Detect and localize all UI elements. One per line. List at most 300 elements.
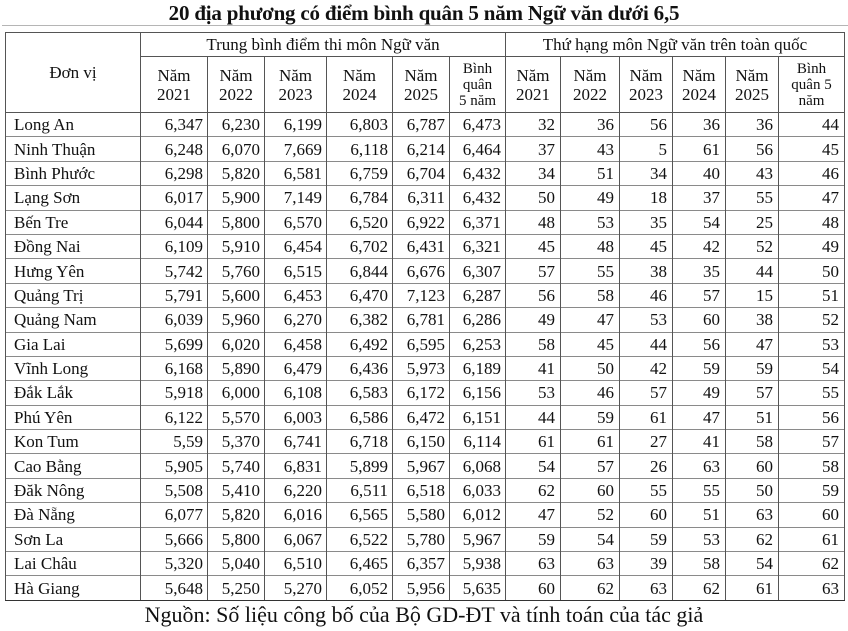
- rank-col-header: [673, 57, 726, 113]
- score-cell: 6,922: [393, 210, 450, 234]
- score-cell: 6,581: [265, 161, 327, 185]
- score-cell: 5,760: [208, 259, 265, 283]
- rank-cell: 55: [726, 186, 779, 210]
- rank-cell: 57: [726, 381, 779, 405]
- score-cell: 6,759: [327, 161, 393, 185]
- score-cell: 6,253: [450, 332, 506, 356]
- rank-cell: 49: [779, 234, 845, 258]
- rank-cell: 54: [779, 356, 845, 380]
- score-cell: 6,515: [265, 259, 327, 283]
- rank-cell: 36: [561, 113, 620, 137]
- score-cell: 6,583: [327, 381, 393, 405]
- score-cell: 6,150: [393, 430, 450, 454]
- table-row: [6, 405, 845, 429]
- score-cell: 6,465: [327, 552, 393, 576]
- rank-cell: 45: [620, 234, 673, 258]
- rank-cell: 60: [726, 454, 779, 478]
- unit-name: Hưng Yên: [6, 259, 141, 283]
- rank-cell: 51: [673, 503, 726, 527]
- rank-cell: 62: [779, 552, 845, 576]
- score-cell: 5,580: [393, 503, 450, 527]
- rank-cell: 57: [779, 430, 845, 454]
- score-col-header: [327, 57, 393, 113]
- score-cell: 6,479: [265, 356, 327, 380]
- score-cell: 6,432: [450, 161, 506, 185]
- rank-cell: 54: [506, 454, 561, 478]
- rank-cell: 59: [620, 527, 673, 551]
- rank-cell: 50: [726, 478, 779, 502]
- table-row: [6, 576, 845, 600]
- score-cell: 6,702: [327, 234, 393, 258]
- rank-cell: 60: [620, 503, 673, 527]
- rank-cell: 61: [620, 405, 673, 429]
- col-header-line: Năm: [278, 65, 313, 85]
- table-row: [6, 503, 845, 527]
- score-cell: 6,189: [450, 356, 506, 380]
- score-cell: 5,938: [450, 552, 506, 576]
- score-cell: 6,570: [265, 210, 327, 234]
- rank-cell: 44: [506, 405, 561, 429]
- score-col-header: [141, 57, 208, 113]
- rank-cell: 51: [561, 161, 620, 185]
- col-header-line: Năm: [629, 65, 663, 85]
- col-header-line: Năm: [342, 65, 377, 85]
- rank-cell: 50: [506, 186, 561, 210]
- unit-name: Quảng Trị: [6, 283, 141, 307]
- score-cell: 5,570: [208, 405, 265, 429]
- col-header-line: quân 5: [791, 76, 832, 93]
- score-cell: 6,108: [265, 381, 327, 405]
- score-cell: 6,052: [327, 576, 393, 600]
- score-col-header: [265, 57, 327, 113]
- rank-cell: 49: [673, 381, 726, 405]
- rank-cell: 36: [673, 113, 726, 137]
- rank-cell: 34: [506, 161, 561, 185]
- score-cell: 7,123: [393, 283, 450, 307]
- score-cell: 6,109: [141, 234, 208, 258]
- col-header-line: Năm: [573, 65, 607, 85]
- table-row: [6, 478, 845, 502]
- score-cell: 6,781: [393, 308, 450, 332]
- table-row: [6, 308, 845, 332]
- table-row: [6, 381, 845, 405]
- score-cell: 6,473: [450, 113, 506, 137]
- rank-cell: 62: [561, 576, 620, 600]
- rank-cell: 62: [726, 527, 779, 551]
- score-cell: 6,472: [393, 405, 450, 429]
- score-cell: 6,168: [141, 356, 208, 380]
- rank-cell: 60: [779, 503, 845, 527]
- rank-cell: 57: [620, 381, 673, 405]
- score-cell: 5,800: [208, 527, 265, 551]
- rank-cell: 59: [506, 527, 561, 551]
- score-cell: 6,454: [265, 234, 327, 258]
- rank-cell: 25: [726, 210, 779, 234]
- rank-cell: 61: [506, 430, 561, 454]
- rank-cell: 26: [620, 454, 673, 478]
- score-cell: 6,122: [141, 405, 208, 429]
- score-cell: 5,956: [393, 576, 450, 600]
- score-cell: 6,803: [327, 113, 393, 137]
- rank-cell: 55: [779, 381, 845, 405]
- rank-cell: 60: [561, 478, 620, 502]
- rank-col-header: [506, 57, 561, 113]
- rank-cell: 59: [726, 356, 779, 380]
- table-row: [6, 454, 845, 478]
- score-cell: 6,230: [208, 113, 265, 137]
- unit-name: Long An: [6, 113, 141, 137]
- score-cell: 5,780: [393, 527, 450, 551]
- score-cell: 6,431: [393, 234, 450, 258]
- unit-name: Kon Tum: [6, 430, 141, 454]
- unit-name: Quảng Nam: [6, 308, 141, 332]
- score-cell: 6,371: [450, 210, 506, 234]
- rank-cell: 63: [779, 576, 845, 600]
- rank-cell: 62: [673, 576, 726, 600]
- score-cell: 5,905: [141, 454, 208, 478]
- score-cell: 6,595: [393, 332, 450, 356]
- score-cell: 5,270: [265, 576, 327, 600]
- table-row: [6, 137, 845, 161]
- unit-header: Đơn vị: [6, 33, 141, 113]
- unit-name: Vĩnh Long: [6, 356, 141, 380]
- unit-name: Sơn La: [6, 527, 141, 551]
- rank-cell: 47: [506, 503, 561, 527]
- rank-col-header: [726, 57, 779, 113]
- rank-cell: 63: [620, 576, 673, 600]
- score-cell: 6,307: [450, 259, 506, 283]
- rank-cell: 39: [620, 552, 673, 576]
- col-header-line: Bình: [462, 60, 493, 77]
- rank-cell: 58: [779, 454, 845, 478]
- table-row: [6, 552, 845, 576]
- rank-cell: 55: [620, 478, 673, 502]
- rank-cell: 41: [673, 430, 726, 454]
- score-cell: 5,250: [208, 576, 265, 600]
- col-header-line: 5 năm: [458, 92, 497, 109]
- col-header-line: 2021: [157, 84, 191, 104]
- rank-cell: 41: [506, 356, 561, 380]
- score-cell: 6,017: [141, 186, 208, 210]
- rank-cell: 53: [506, 381, 561, 405]
- score-cell: 5,800: [208, 210, 265, 234]
- score-cell: 6,077: [141, 503, 208, 527]
- unit-name: Đăk Nông: [6, 478, 141, 502]
- scores-table: [5, 32, 845, 601]
- rank-cell: 55: [561, 259, 620, 283]
- score-cell: 5,508: [141, 478, 208, 502]
- rank-cell: 59: [673, 356, 726, 380]
- rank-cell: 63: [506, 552, 561, 576]
- score-cell: 5,967: [450, 527, 506, 551]
- unit-name: Bình Phước: [6, 161, 141, 185]
- col-header-line: Năm: [735, 65, 769, 85]
- score-cell: 6,718: [327, 430, 393, 454]
- score-cell: 6,676: [393, 259, 450, 283]
- score-cell: 5,899: [327, 454, 393, 478]
- score-cell: 6,214: [393, 137, 450, 161]
- rank-cell: 57: [506, 259, 561, 283]
- rank-cell: 5: [620, 137, 673, 161]
- rank-cell: 56: [779, 405, 845, 429]
- unit-name: Lạng Sơn: [6, 186, 141, 210]
- rank-cell: 52: [561, 503, 620, 527]
- score-cell: 5,890: [208, 356, 265, 380]
- col-header-line: Năm: [404, 65, 438, 85]
- score-cell: 5,370: [208, 430, 265, 454]
- rank-cell: 56: [620, 113, 673, 137]
- score-cell: 5,973: [393, 356, 450, 380]
- score-cell: 6,067: [265, 527, 327, 551]
- score-cell: 7,149: [265, 186, 327, 210]
- col-header-line: 2023: [629, 84, 663, 104]
- rank-cell: 49: [561, 186, 620, 210]
- table-row: [6, 210, 845, 234]
- score-cell: 6,844: [327, 259, 393, 283]
- score-cell: 6,287: [450, 283, 506, 307]
- col-header-line: Năm: [219, 65, 253, 85]
- col-header-line: 2022: [219, 84, 253, 104]
- rank-col-header: [620, 57, 673, 113]
- score-cell: 6,033: [450, 478, 506, 502]
- rank-cell: 27: [620, 430, 673, 454]
- score-cell: 6,518: [393, 478, 450, 502]
- score-cell: 6,003: [265, 405, 327, 429]
- table-row: [6, 186, 845, 210]
- col-header-line: 2024: [682, 84, 716, 104]
- rank-cell: 50: [779, 259, 845, 283]
- unit-name: Ninh Thuận: [6, 137, 141, 161]
- rank-cell: 36: [726, 113, 779, 137]
- score-cell: 6,311: [393, 186, 450, 210]
- score-cell: 6,831: [265, 454, 327, 478]
- rank-cell: 63: [561, 552, 620, 576]
- score-cell: 6,020: [208, 332, 265, 356]
- score-cell: 5,742: [141, 259, 208, 283]
- unit-name: Lai Châu: [6, 552, 141, 576]
- rank-cell: 54: [561, 527, 620, 551]
- rank-cell: 35: [673, 259, 726, 283]
- rank-cell: 52: [726, 234, 779, 258]
- score-cell: 6,741: [265, 430, 327, 454]
- score-cell: 5,699: [141, 332, 208, 356]
- score-cell: 5,600: [208, 283, 265, 307]
- score-col-header: [450, 57, 506, 113]
- table-row: [6, 356, 845, 380]
- rank-cell: 42: [673, 234, 726, 258]
- score-cell: 6,012: [450, 503, 506, 527]
- rank-cell: 62: [506, 478, 561, 502]
- unit-name: Cao Bằng: [6, 454, 141, 478]
- rank-cell: 60: [673, 308, 726, 332]
- col-header-line: Năm: [516, 65, 550, 85]
- col-header-line: quân: [462, 76, 493, 93]
- score-group-header: Trung bình điểm thi môn Ngữ văn: [141, 33, 506, 57]
- rank-cell: 58: [506, 332, 561, 356]
- rank-cell: 48: [506, 210, 561, 234]
- rank-cell: 52: [779, 308, 845, 332]
- rank-cell: 45: [561, 332, 620, 356]
- unit-name: Đồng Nai: [6, 234, 141, 258]
- rank-cell: 56: [673, 332, 726, 356]
- rank-cell: 43: [561, 137, 620, 161]
- score-cell: 6,039: [141, 308, 208, 332]
- score-cell: 5,960: [208, 308, 265, 332]
- score-cell: 6,270: [265, 308, 327, 332]
- score-cell: 6,298: [141, 161, 208, 185]
- rank-col-header: [779, 57, 845, 113]
- score-cell: 5,900: [208, 186, 265, 210]
- col-header-line: 2025: [735, 84, 769, 104]
- rank-cell: 53: [779, 332, 845, 356]
- score-cell: 6,586: [327, 405, 393, 429]
- rank-col-header: [561, 57, 620, 113]
- rank-cell: 58: [673, 552, 726, 576]
- score-cell: 6,464: [450, 137, 506, 161]
- rank-cell: 18: [620, 186, 673, 210]
- score-cell: 6,511: [327, 478, 393, 502]
- score-cell: 6,784: [327, 186, 393, 210]
- table-row: [6, 234, 845, 258]
- col-header-line: 2024: [342, 84, 377, 104]
- unit-name: Đắk Lắk: [6, 381, 141, 405]
- score-cell: 6,470: [327, 283, 393, 307]
- unit-name: Gia Lai: [6, 332, 141, 356]
- col-header-line: 2023: [278, 84, 313, 104]
- rank-cell: 37: [673, 186, 726, 210]
- rank-group-header: Thứ hạng môn Ngữ văn trên toàn quốc: [506, 33, 845, 57]
- score-cell: 6,432: [450, 186, 506, 210]
- score-cell: 5,666: [141, 527, 208, 551]
- rank-cell: 55: [673, 478, 726, 502]
- score-cell: 6,000: [208, 381, 265, 405]
- rank-cell: 32: [506, 113, 561, 137]
- score-cell: 5,820: [208, 161, 265, 185]
- score-cell: 5,040: [208, 552, 265, 576]
- rank-cell: 35: [620, 210, 673, 234]
- col-header-line: Bình: [796, 60, 827, 77]
- score-cell: 6,382: [327, 308, 393, 332]
- score-cell: 6,522: [327, 527, 393, 551]
- rank-cell: 43: [726, 161, 779, 185]
- rank-cell: 61: [726, 576, 779, 600]
- rank-cell: 56: [726, 137, 779, 161]
- table-row: [6, 283, 845, 307]
- col-header-line: Năm: [682, 65, 716, 85]
- rank-cell: 15: [726, 283, 779, 307]
- table-title: 20 địa phương có điểm bình quân 5 năm Ngữ văn dưới 6,5: [168, 1, 680, 25]
- score-cell: 6,347: [141, 113, 208, 137]
- rank-cell: 63: [726, 503, 779, 527]
- rank-cell: 45: [506, 234, 561, 258]
- score-cell: 6,248: [141, 137, 208, 161]
- score-cell: 6,070: [208, 137, 265, 161]
- score-cell: 6,704: [393, 161, 450, 185]
- rank-cell: 54: [673, 210, 726, 234]
- table-row: [6, 113, 845, 137]
- score-cell: 5,820: [208, 503, 265, 527]
- rank-cell: 54: [726, 552, 779, 576]
- score-cell: 7,669: [265, 137, 327, 161]
- col-header-line: năm: [798, 92, 825, 109]
- score-cell: 6,016: [265, 503, 327, 527]
- score-cell: 6,357: [393, 552, 450, 576]
- score-cell: 5,635: [450, 576, 506, 600]
- rank-cell: 53: [561, 210, 620, 234]
- unit-name: Hà Giang: [6, 576, 141, 600]
- score-cell: 6,436: [327, 356, 393, 380]
- rank-cell: 50: [561, 356, 620, 380]
- score-cell: 6,044: [141, 210, 208, 234]
- rank-cell: 59: [561, 405, 620, 429]
- rank-cell: 58: [561, 283, 620, 307]
- unit-name: Đà Nẵng: [6, 503, 141, 527]
- rank-cell: 46: [561, 381, 620, 405]
- rank-cell: 51: [779, 283, 845, 307]
- score-cell: 6,321: [450, 234, 506, 258]
- rank-cell: 48: [561, 234, 620, 258]
- col-header-line: 2022: [573, 84, 607, 104]
- table-row: [6, 259, 845, 283]
- score-cell: 5,910: [208, 234, 265, 258]
- rank-cell: 61: [779, 527, 845, 551]
- score-cell: 6,510: [265, 552, 327, 576]
- score-col-header: [393, 57, 450, 113]
- rank-cell: 47: [726, 332, 779, 356]
- rank-cell: 49: [506, 308, 561, 332]
- score-cell: 5,918: [141, 381, 208, 405]
- col-header-line: 2025: [404, 84, 438, 104]
- source-note: Nguồn: Số liệu công bố của Bộ GD-ĐT và tính toán của tác giả: [144, 602, 704, 627]
- table-row: [6, 161, 845, 185]
- rank-cell: 53: [673, 527, 726, 551]
- score-cell: 6,151: [450, 405, 506, 429]
- score-cell: 5,59: [141, 430, 208, 454]
- score-cell: 6,453: [265, 283, 327, 307]
- score-cell: 5,740: [208, 454, 265, 478]
- score-cell: 6,286: [450, 308, 506, 332]
- score-cell: 6,068: [450, 454, 506, 478]
- score-cell: 6,458: [265, 332, 327, 356]
- rank-cell: 61: [673, 137, 726, 161]
- rank-cell: 44: [620, 332, 673, 356]
- rank-cell: 37: [506, 137, 561, 161]
- rank-cell: 38: [726, 308, 779, 332]
- rank-cell: 61: [561, 430, 620, 454]
- rank-cell: 42: [620, 356, 673, 380]
- rank-cell: 60: [506, 576, 561, 600]
- rank-cell: 45: [779, 137, 845, 161]
- rank-cell: 46: [620, 283, 673, 307]
- score-cell: 5,648: [141, 576, 208, 600]
- score-cell: 6,114: [450, 430, 506, 454]
- title-divider: [2, 25, 848, 26]
- score-cell: 6,220: [265, 478, 327, 502]
- score-cell: 6,787: [393, 113, 450, 137]
- rank-cell: 44: [779, 113, 845, 137]
- score-cell: 5,791: [141, 283, 208, 307]
- rank-cell: 47: [673, 405, 726, 429]
- score-col-header: [208, 57, 265, 113]
- rank-cell: 58: [726, 430, 779, 454]
- rank-cell: 44: [726, 259, 779, 283]
- table-row: [6, 430, 845, 454]
- score-cell: 5,320: [141, 552, 208, 576]
- rank-cell: 56: [506, 283, 561, 307]
- rank-cell: 46: [779, 161, 845, 185]
- score-cell: 5,410: [208, 478, 265, 502]
- score-cell: 5,967: [393, 454, 450, 478]
